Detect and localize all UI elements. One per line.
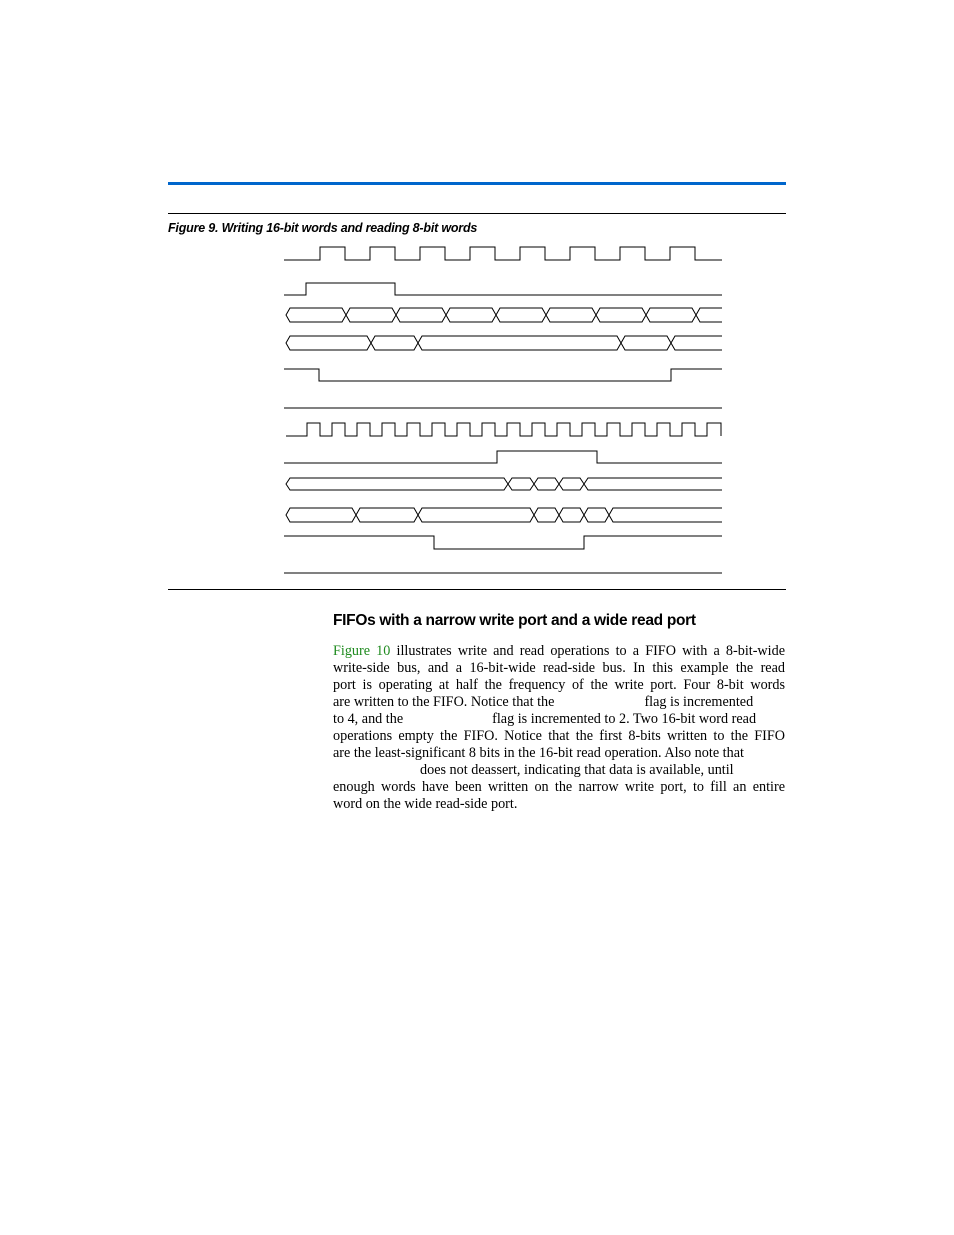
read-clock-waveform — [286, 423, 721, 436]
empty-flag-waveform — [284, 369, 722, 381]
paragraph-line: operations empty the FIFO. Notice that the first 8-bits written to the FIFO — [333, 728, 785, 744]
figure-10-link[interactable]: Figure 10 — [333, 643, 391, 659]
section-heading: FIFOs with a narrow write port and a wide read port — [333, 612, 696, 629]
write-clock-waveform — [284, 247, 722, 260]
paragraph-line: are written to the FIFO. Notice that the flag is incremented — [333, 694, 754, 710]
paragraph-line: write-side bus, and a 16-bit-wide read-side bus. In this example the read — [333, 660, 785, 676]
empty-flag-waveform-bottom — [284, 536, 722, 549]
paragraph-line: are the least-significant 8 bits in the 16-bit read operation. Also note that — [333, 745, 744, 761]
paragraph-line: to 4, and the flag is incremented to 2. Two 16-bit word read — [333, 711, 757, 727]
paragraph-line: enough words have been written on the narrow write port, to fill an entire — [333, 779, 785, 795]
paragraph-line: Figure 10 illustrates write and read operations to a FIFO with a 8-bit-wide — [333, 643, 786, 659]
paragraph-line: port is operating at half the frequency of the write port. Four 8-bit words — [333, 677, 785, 693]
paragraph-line: does not deassert, indicating that data is available, until — [420, 762, 734, 778]
timing-diagram — [0, 0, 954, 600]
read-data-bus-8 — [286, 478, 722, 490]
figure-bottom-rule — [168, 589, 786, 590]
write-enable-waveform — [284, 283, 722, 295]
section-paragraph — [333, 643, 785, 813]
write-data-bus-16 — [286, 508, 722, 522]
figure-caption: Figure 9. Writing 16-bit words and reading 8-bit words — [168, 221, 478, 235]
read-data-bus-16 — [286, 336, 722, 350]
write-data-bus — [286, 308, 722, 322]
paragraph-line: word on the wide read-side port. — [333, 796, 518, 812]
read-enable-waveform — [284, 451, 722, 463]
